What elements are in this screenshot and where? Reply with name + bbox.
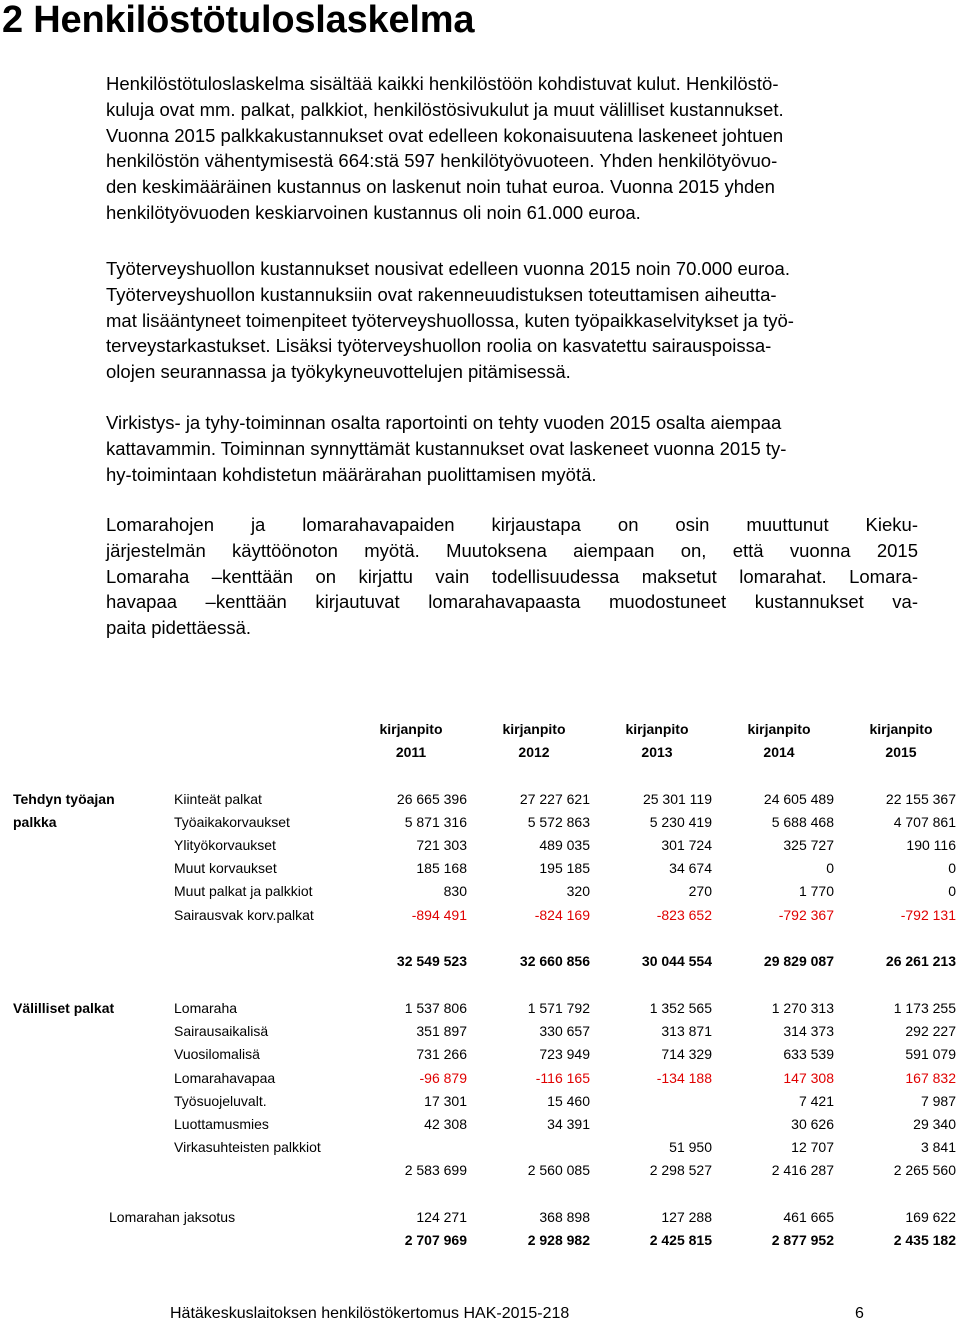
paragraph-line: Vuonna 2015 palkkakustannukset ovat edelleen kokonaisuutena laskeneet johtuen — [106, 124, 784, 146]
value-cell: 1 270 313 — [771, 1000, 834, 1016]
subtotal-cell: 26 261 213 — [885, 953, 956, 969]
subtotal-cell: 2 583 699 — [404, 1162, 467, 1178]
value-cell: 25 301 119 — [642, 791, 712, 807]
value-cell: -792 131 — [900, 907, 956, 923]
value-cell: -792 367 — [778, 907, 834, 923]
row-label: Vuosilomalisä — [174, 1046, 260, 1062]
value-cell: 325 727 — [783, 837, 834, 853]
value-cell: 0 — [948, 883, 956, 899]
paragraph-line: olojen seurannassa ja työkykyneuvottelujen pitämisessä. — [106, 361, 571, 383]
value-cell: 723 949 — [539, 1046, 590, 1062]
column-year: 2014 — [763, 744, 795, 760]
row-label: Lomaraha — [174, 1000, 238, 1016]
value-cell: 169 622 — [905, 1209, 956, 1225]
value-cell: 320 — [566, 883, 590, 899]
value-cell: -824 169 — [534, 907, 590, 923]
value-cell: 22 155 367 — [885, 791, 956, 807]
value-cell: 26 665 396 — [396, 791, 467, 807]
column-year: 2011 — [395, 744, 427, 760]
paragraph-occupational-health — [106, 256, 918, 385]
value-cell: 127 288 — [661, 1209, 712, 1225]
value-cell: 147 308 — [783, 1070, 834, 1086]
value-cell: 1 173 255 — [893, 1000, 956, 1016]
group-label: Tehdyn työajan — [13, 791, 115, 807]
value-cell: 27 227 621 — [519, 791, 590, 807]
column-header: kirjanpito — [379, 721, 443, 737]
paragraph-line: henkilötyövuoden keskiarvoinen kustannus oli noin 61.000 euroa. — [106, 201, 641, 223]
value-cell: 489 035 — [539, 837, 590, 853]
row-label: Työsuojeluvalt. — [174, 1093, 267, 1109]
value-cell: 124 271 — [416, 1209, 467, 1225]
row-label: Muut palkat ja palkkiot — [174, 883, 313, 899]
value-cell: 0 — [826, 860, 834, 876]
value-cell: 34 391 — [547, 1116, 590, 1132]
subtotal-cell: 32 549 523 — [396, 953, 467, 969]
value-cell: 5 572 863 — [527, 814, 590, 830]
paragraph-line: hy-toimintaan kohdistetun määrärahan puolittamisen myötä. — [106, 463, 597, 485]
value-cell: 301 724 — [661, 837, 712, 853]
paragraph-line: järjestelmän käyttöönoton myötä. Muutoksena aiempaan on, että vuonna 2015 — [106, 539, 918, 561]
value-cell: 7 421 — [798, 1093, 834, 1109]
paragraph-line: Henkilöstötuloslaskelma sisältää kaikki henkilöstöön kohdistuvat kulut. Henkilöstö- — [106, 73, 779, 94]
paragraph-line: mat lisääntyneet toimenpiteet työterveyshuollossa, kuten työpaikkaselvitykset ja työ- — [106, 309, 794, 331]
paragraph-holiday-pay — [106, 512, 918, 641]
value-cell: 4 707 861 — [893, 814, 956, 830]
row-label: Kiinteät palkat — [174, 791, 262, 807]
paragraph-line: havapaa –kenttään kirjautuvat lomarahavapaasta muodostuneet kustannukset va- — [106, 591, 918, 613]
value-cell: 7 987 — [920, 1093, 956, 1109]
row-label: Työaikakorvaukset — [174, 814, 290, 830]
value-cell: 5 230 419 — [649, 814, 712, 830]
column-header: kirjanpito — [625, 721, 689, 737]
column-year: 2013 — [641, 744, 673, 760]
subtotal-cell: 29 829 087 — [763, 953, 834, 969]
group-label: palkka — [13, 814, 57, 830]
value-cell: 195 185 — [539, 860, 590, 876]
paragraph-line: Lomarahojen ja lomarahavapaiden kirjaustapa on osin muuttunut Kieku- — [106, 514, 918, 535]
value-cell: 714 329 — [661, 1046, 712, 1062]
total-cell: 2 435 182 — [893, 1232, 956, 1248]
subtotal-cell: 2 560 085 — [527, 1162, 590, 1178]
value-cell: -116 165 — [535, 1070, 590, 1086]
value-cell: 270 — [688, 883, 712, 899]
value-cell: 591 079 — [905, 1046, 956, 1062]
total-cell: 2 425 815 — [649, 1232, 712, 1248]
value-cell: 167 832 — [905, 1070, 956, 1086]
column-header: kirjanpito — [869, 721, 933, 737]
value-cell: 731 266 — [416, 1046, 467, 1062]
value-cell: 12 707 — [791, 1139, 834, 1155]
value-cell: 30 626 — [791, 1116, 834, 1132]
value-cell: -96 879 — [419, 1070, 467, 1086]
subtotal-cell: 2 265 560 — [893, 1162, 956, 1178]
value-cell: 1 770 — [798, 883, 834, 899]
row-label: Muut korvaukset — [174, 860, 277, 876]
value-cell: 633 539 — [783, 1046, 834, 1062]
paragraph-line: terveystarkastukset. Lisäksi työterveyshuollon roolia on kasvatettu sairauspoissa- — [106, 335, 772, 357]
subtotal-cell: 30 044 554 — [641, 953, 712, 969]
value-cell: 5 688 468 — [771, 814, 834, 830]
row-label: Virkasuhteisten palkkiot — [174, 1139, 321, 1155]
value-cell: 34 674 — [669, 860, 712, 876]
value-cell: 3 841 — [920, 1139, 956, 1155]
row-label: Luottamusmies — [174, 1116, 269, 1132]
total-cell: 2 928 982 — [527, 1232, 590, 1248]
subtotal-cell: 32 660 856 — [519, 953, 590, 969]
column-year: 2015 — [885, 744, 917, 760]
footer-text: Hätäkeskuslaitoksen henkilöstökertomus HAK-2015-218 — [170, 1305, 570, 1322]
value-cell: 351 897 — [416, 1023, 467, 1039]
group-label: Välilliset palkat — [13, 1000, 115, 1016]
value-cell: -823 652 — [656, 907, 712, 923]
value-cell: 0 — [948, 860, 956, 876]
paragraph-line: kattavammin. Toiminnan synnyttämät kustannukset ovat laskeneet vuonna 2015 ty- — [106, 437, 787, 459]
paragraph-line: kuluja ovat mm. palkat, palkkiot, henkilöstösivukulut ja muut välilliset kustannukset. — [106, 98, 784, 120]
value-cell: 830 — [443, 883, 467, 899]
page-title: 2 Henkilöstötuloslaskelma — [2, 0, 475, 41]
value-cell: 24 605 489 — [763, 791, 834, 807]
paragraph-line: henkilöstön vähentymisestä 664:stä 597 henkilötyövuoteen. Yhden henkilötyövuo- — [106, 150, 778, 172]
value-cell: 368 898 — [539, 1209, 590, 1225]
row-label: Sairausvak korv.palkat — [174, 907, 314, 923]
subtotal-cell: 2 298 527 — [649, 1162, 712, 1178]
value-cell: 1 571 792 — [527, 1000, 590, 1016]
value-cell: 1 537 806 — [404, 1000, 467, 1016]
row-label: Lomarahavapaa — [174, 1070, 276, 1086]
value-cell: 313 871 — [661, 1023, 712, 1039]
paragraph-line: Työterveyshuollon kustannuksiin ovat rakenneuudistuksen toteuttamisen aiheutta- — [106, 283, 777, 305]
value-cell: 1 352 565 — [649, 1000, 712, 1016]
column-header: kirjanpito — [747, 721, 811, 737]
column-year: 2012 — [518, 744, 550, 760]
paragraph-line: Lomaraha –kenttään on kirjattu vain todellisuudessa maksetut lomarahat. Lomara- — [106, 565, 918, 587]
value-cell: 330 657 — [539, 1023, 590, 1039]
value-cell: 721 303 — [416, 837, 467, 853]
value-cell: 190 116 — [906, 837, 956, 853]
total-cell: 2 707 969 — [404, 1232, 467, 1248]
value-cell: 292 227 — [905, 1023, 956, 1039]
column-header: kirjanpito — [502, 721, 566, 737]
value-cell: 314 373 — [783, 1023, 834, 1039]
value-cell: 5 871 316 — [404, 814, 467, 830]
value-cell: 17 301 — [424, 1093, 467, 1109]
subtotal-cell: 2 416 287 — [771, 1162, 834, 1178]
paragraph-line: den keskimääräinen kustannus on laskenut noin tuhat euroa. Vuonna 2015 yhden — [106, 176, 775, 198]
value-cell: 42 308 — [424, 1116, 467, 1132]
value-cell: 461 665 — [783, 1209, 834, 1225]
value-cell: -134 188 — [656, 1070, 712, 1086]
paragraph-line: Työterveyshuollon kustannukset nousivat edelleen vuonna 2015 noin 70.000 euroa. — [106, 258, 790, 279]
row-label: Lomarahan jaksotus — [109, 1209, 236, 1225]
paragraph-costs-overview — [106, 71, 918, 226]
row-label: Ylityökorvaukset — [174, 837, 276, 853]
value-cell: 15 460 — [547, 1093, 590, 1109]
value-cell: 185 168 — [416, 860, 467, 876]
value-cell: 51 950 — [669, 1139, 712, 1155]
total-cell: 2 877 952 — [771, 1232, 834, 1248]
page-number: 6 — [855, 1305, 864, 1322]
paragraph-line: paita pidettäessä. — [106, 617, 252, 639]
row-label: Sairausaikalisä — [174, 1023, 269, 1039]
value-cell: -894 491 — [411, 907, 467, 923]
paragraph-line: Virkistys- ja tyhy-toiminnan osalta raportointi on tehty vuoden 2015 osalta aiempaa — [106, 412, 782, 433]
value-cell: 29 340 — [913, 1116, 956, 1132]
paragraph-recreation — [106, 410, 918, 487]
